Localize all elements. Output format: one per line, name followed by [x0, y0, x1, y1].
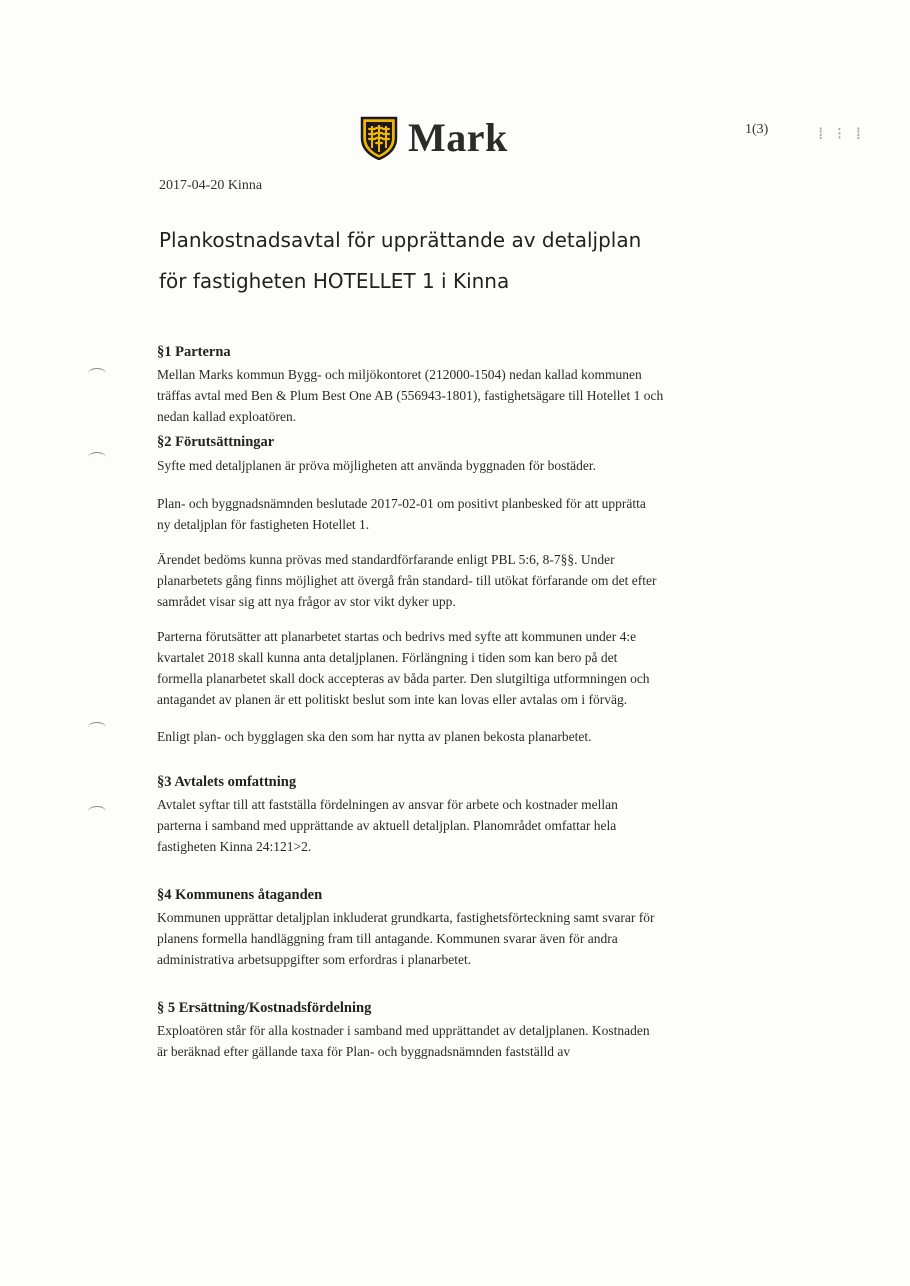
paragraph-line: Mellan Marks kommun Bygg- och miljökontoret (212000-1504) nedan kallad kommunen — [157, 367, 642, 382]
section-paragraph — [157, 626, 767, 710]
hole-punch-mark — [88, 368, 106, 379]
date-location: 2017-04-20 Kinna — [159, 178, 263, 193]
document-title-line-1: Plankostnadsavtal för upprättande av detaljplan — [159, 228, 642, 252]
section-paragraph — [157, 1020, 767, 1062]
paragraph-line: antagandet av planen är ett politiskt beslut som inte kan lovas eller avtalas om i förväg. — [157, 692, 628, 707]
paragraph-line: Syfte med detaljplanen är pröva möjligheten att använda byggnaden för bostäder. — [157, 458, 596, 473]
section-heading-forutsattningar: §2 Förutsättningar — [157, 434, 275, 450]
faint-stamp-mark: ⁞ ⁝ ⁞ — [818, 124, 866, 144]
section-heading-avtalets-omfattning: §3 Avtalets omfattning — [157, 774, 297, 790]
paragraph-line: Enligt plan- och bygglagen ska den som har nytta av planen bekosta planarbetet. — [157, 729, 592, 744]
section-heading-kommunens-ataganden: §4 Kommunens åtaganden — [157, 887, 323, 903]
paragraph-line: är beräknad efter gällande taxa för Plan- och byggnadsnämnden fastställd av — [157, 1044, 571, 1059]
section-paragraph — [157, 794, 767, 857]
paragraph-line: parterna i samband med upprättande av aktuell detaljplan. Planområdet omfattar hela — [157, 818, 617, 833]
paragraph-line: administrativa arbetsuppgifter som erfordras i planarbetet. — [157, 952, 472, 967]
paragraph-line: samrådet visar sig att nya frågor av stor vikt dyker upp. — [157, 594, 456, 609]
paragraph-line: nedan kallad exploatören. — [157, 409, 297, 424]
paragraph-line: Plan- och byggnadsnämnden beslutade 2017-02-01 om positivt planbesked för att upprätta — [157, 496, 646, 511]
paragraph-line: ny detaljplan för fastigheten Hotellet 1. — [157, 517, 370, 532]
paragraph-line: planarbetets gång finns möjlighet att övergå från standard- till utökat förfarande om det efter — [157, 573, 657, 588]
municipality-logo — [360, 116, 508, 160]
document-title-line-2: för fastigheten HOTELLET 1 i Kinna — [159, 269, 510, 293]
section-heading-ersattning: § 5 Ersättning/Kostnadsfördelning — [157, 1000, 372, 1016]
hole-punch-mark — [88, 806, 106, 817]
paragraph-line: Avtalet syftar till att fastställa fördelningen av ansvar för arbete och kostnader mellan — [157, 797, 618, 812]
section-paragraph — [157, 455, 767, 476]
paragraph-line: Ärendet bedöms kunna prövas med standardförfarande enligt PBL 5:6, 8-7§§. Under — [157, 552, 615, 567]
page-number: 1(3) — [745, 122, 769, 137]
section-paragraph — [157, 726, 767, 747]
section-paragraph — [157, 493, 767, 535]
hole-punch-mark — [88, 452, 106, 463]
paragraph-line: planens formella handläggning fram till antagande. Kommunen svarar även för andra — [157, 931, 618, 946]
paragraph-line: Parterna förutsätter att planarbetet startas och bedrivs med syfte att kommunen under 4:e — [157, 629, 637, 644]
paragraph-line: kvartalet 2018 skall kunna anta detaljplanen. Förlängning i tiden som kan bero på det — [157, 650, 618, 665]
logo-text: Mark — [408, 115, 508, 160]
paragraph-line: träffas avtal med Ben & Plum Best One AB (556943-1801), fastighetsägare till Hotellet 1 och — [157, 388, 664, 403]
section-paragraph — [157, 907, 767, 970]
coat-of-arms-icon — [360, 116, 398, 160]
paragraph-line: fastigheten Kinna 24:121>2. — [157, 839, 312, 854]
paragraph-line: Kommunen upprättar detaljplan inkluderat grundkarta, fastighetsförteckning samt svarar för — [157, 910, 655, 925]
hole-punch-mark — [88, 722, 106, 733]
paragraph-line: Exploatören står för alla kostnader i samband med upprättandet av detaljplanen. Kostnaden — [157, 1023, 650, 1038]
section-heading-parterna: §1 Parterna — [157, 344, 231, 360]
section-paragraph — [157, 364, 767, 427]
paragraph-line: formella planarbetet skall dock accepteras av båda parter. Den slutgiltiga utformningen och — [157, 671, 650, 686]
section-paragraph — [157, 549, 767, 612]
